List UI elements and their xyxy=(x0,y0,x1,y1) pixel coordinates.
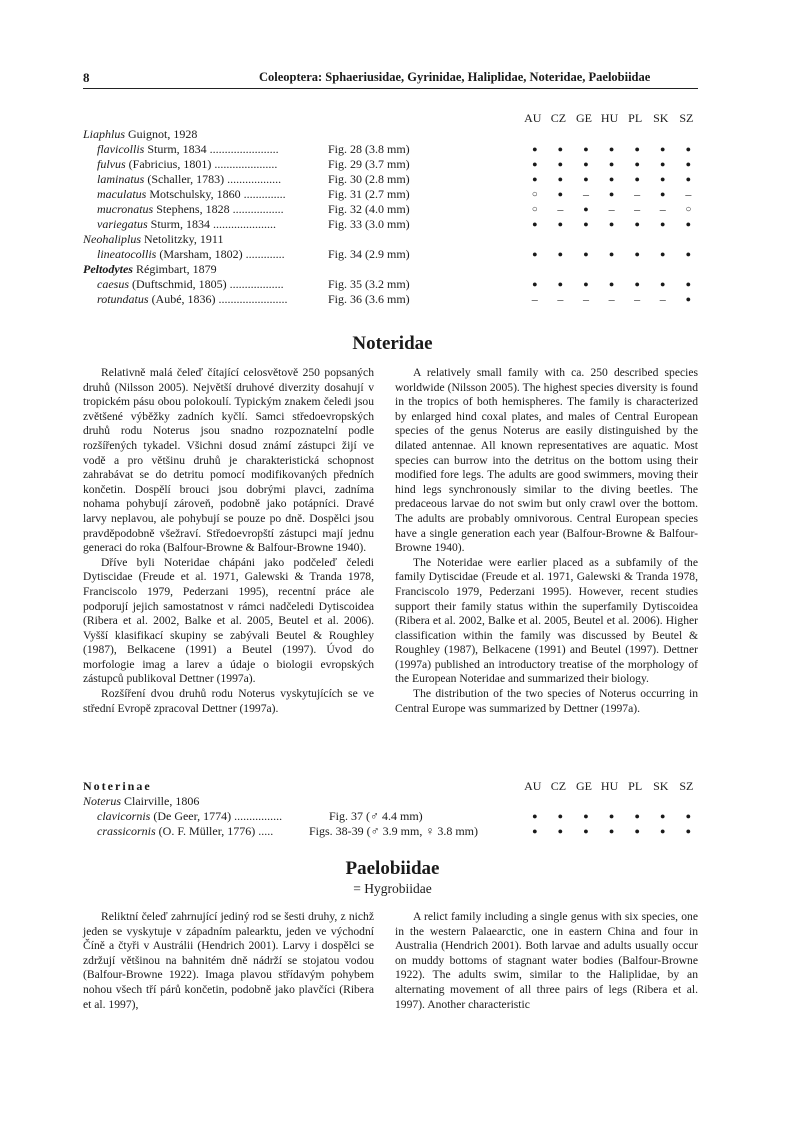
distribution-mark-cz: ● xyxy=(557,249,564,259)
genus-name xyxy=(83,232,223,247)
species-name xyxy=(97,157,277,172)
distribution-mark-ge: – xyxy=(582,187,589,201)
distribution-mark-sz: ● xyxy=(685,159,692,169)
figure-reference: Fig. 37 (♂ 4.4 mm) xyxy=(329,809,423,823)
distribution-mark-pl: – xyxy=(634,187,641,201)
figure-reference: Fig. 35 (3.2 mm) xyxy=(328,277,410,291)
distribution-mark-ge: ● xyxy=(583,219,589,229)
figure-reference: Fig. 28 (3.8 mm) xyxy=(328,142,410,156)
species-name xyxy=(97,277,284,292)
distribution-mark-hu: ● xyxy=(608,159,615,169)
distribution-mark-cz: ● xyxy=(557,174,564,184)
taxon-epithet: variegatus xyxy=(97,217,148,231)
taxon-author: Motschulsky, 1860 .............. xyxy=(146,187,286,201)
genus-row xyxy=(83,232,703,247)
species-name xyxy=(97,292,288,307)
species-name xyxy=(97,202,284,217)
species-name xyxy=(97,142,279,157)
distribution-mark-hu: – xyxy=(608,292,615,306)
distribution-mark-au: ● xyxy=(532,159,538,169)
distribution-mark-sz: ● xyxy=(685,826,692,836)
distribution-mark-cz: – xyxy=(557,292,564,306)
taxon-epithet: caesus xyxy=(97,277,129,291)
taxon-author: Stephens, 1828 ................. xyxy=(153,202,284,216)
distribution-mark-sz: ● xyxy=(685,144,692,154)
distribution-mark-ge: – xyxy=(582,292,589,306)
distribution-mark-pl: ● xyxy=(634,811,640,821)
species-row xyxy=(83,172,703,187)
paelobiidae-english-paragraph: A relict family including a single genus with six species, one in the western Palaearctic, one in eastern China and four in Australia (Hendrich 2001). Both larvae and adults usually occur on muddy bottoms of stagnant water bodies (Balfour-Browne 1922). The adults swim, similar to the Haliplidae, by an alternating movement of all three pairs of legs (Ribera et al. 1997). Another characteristic xyxy=(395,910,698,1011)
taxon-author: Guignot, 1928 xyxy=(125,127,198,141)
paelobiidae-czech-paragraph: Reliktní čeleď zahrnující jediný rod se šesti druhy, z nichž jeden se vyskytuje v západním palearktu, jeden ve východní Číně a čtyři v Austrálii (Hendrich 2001). Larvy i dospělci se zdržují většinou na bahnitém dně nádrží se stojatou vodou (Balfour-Browne 1922). Imaga plavou střídavým pohybem nohou všech tří párů končetin, podobně jako plavčíci (Ribera et al. 1997), xyxy=(83,910,374,1011)
species-row xyxy=(83,809,703,824)
distribution-mark-au: ○ xyxy=(531,204,538,215)
figure-reference: Fig. 30 (2.8 mm) xyxy=(328,172,410,186)
distribution-mark-cz: ● xyxy=(557,826,564,836)
country-code-cz: CZ xyxy=(550,111,567,125)
distribution-mark-sz: ● xyxy=(685,294,692,304)
species-row xyxy=(83,157,703,172)
figure-reference: Fig. 33 (3.0 mm) xyxy=(328,217,410,231)
distribution-marks xyxy=(522,824,701,839)
distribution-marks xyxy=(522,187,701,202)
country-code-au: AU xyxy=(524,111,542,125)
figure-reference: Figs. 38-39 (♂ 3.9 mm, ♀ 3.8 mm) xyxy=(309,824,479,838)
species-name xyxy=(97,172,281,187)
taxon-author: Netolitzky, 1911 xyxy=(141,232,224,246)
species-name xyxy=(97,247,285,262)
english-paragraph-3: The distribution of the two species of Noterus occurring in Central Europe was summarized by Dettner (1997a). xyxy=(395,687,698,715)
paelobiidae-synonym: = Hygrobiidae xyxy=(353,881,432,896)
country-code-au: AU xyxy=(524,779,542,793)
distribution-mark-sk: – xyxy=(659,292,666,306)
distribution-mark-pl: – xyxy=(634,202,641,216)
distribution-mark-cz: ● xyxy=(557,159,564,169)
czech-paragraph-2: Dříve byli Noteridae chápáni jako podčeleď čeledi Dytiscidae (Freude et al. 1971, Galewski & Tranda 1978, Franciscolo 1979, Pederzani 1995), recentní práce ale podporují jejich samostatnost v rámci nadčeledi Dytiscoidea (Ribera et al. 2002, Balke et al. 2005, Beutel et al. 2006). Vyšší klasifikací skupiny se zabývali Beutel & Roughley (1987), Belkacene (1991) a Beutel (1997). Úvod do morfologie imag a larev a údaje o biologii evropských zástupců publikoval Dettner (1997a). xyxy=(83,555,374,686)
figure-reference: Fig. 32 (4.0 mm) xyxy=(328,202,410,216)
paelobiidae-english-text xyxy=(395,910,698,1012)
paelobiidae-czech-text xyxy=(83,910,374,1012)
taxon-epithet: crassicornis xyxy=(97,824,156,838)
taxon-epithet: laminatus xyxy=(97,172,145,186)
distribution-mark-sz: ○ xyxy=(685,204,692,215)
taxon-epithet: clavicornis xyxy=(97,809,151,823)
distribution-mark-hu: ● xyxy=(608,189,615,199)
species-name xyxy=(97,187,286,202)
species-row xyxy=(83,247,703,262)
distribution-mark-ge: ● xyxy=(583,174,589,184)
distribution-mark-hu: ● xyxy=(608,174,615,184)
distribution-mark-hu: ● xyxy=(608,811,615,821)
distribution-mark-cz: – xyxy=(557,202,564,216)
distribution-mark-sk: ● xyxy=(660,249,666,259)
country-header-bottom xyxy=(520,779,699,794)
country-code-ge: GE xyxy=(575,779,592,793)
genus-row xyxy=(83,262,703,277)
taxon-epithet: Peltodytes xyxy=(83,262,133,276)
figure-reference: Fig. 29 (3.7 mm) xyxy=(328,157,410,171)
distribution-mark-hu: ● xyxy=(608,249,615,259)
distribution-mark-sk: ● xyxy=(660,279,666,289)
distribution-mark-sz: ● xyxy=(685,279,692,289)
distribution-mark-au: ● xyxy=(532,174,538,184)
taxon-author: (Aubé, 1836) ....................... xyxy=(148,292,288,306)
country-header-top xyxy=(520,111,699,126)
distribution-mark-pl: ● xyxy=(634,249,640,259)
taxon-author: Régimbart, 1879 xyxy=(132,262,217,276)
taxon-author: (Schaller, 1783) .................. xyxy=(144,172,282,186)
noteridae-species-table xyxy=(83,794,703,839)
distribution-mark-ge: ● xyxy=(583,159,589,169)
distribution-marks xyxy=(522,202,701,217)
distribution-mark-au: ● xyxy=(532,811,538,821)
distribution-marks xyxy=(522,142,701,157)
distribution-mark-au: ○ xyxy=(531,189,538,200)
distribution-mark-ge: ● xyxy=(583,144,589,154)
distribution-mark-pl: ● xyxy=(634,826,640,836)
country-code-cz: CZ xyxy=(550,779,567,793)
genus-name xyxy=(83,262,217,277)
distribution-mark-sz: – xyxy=(685,187,692,201)
distribution-mark-cz: ● xyxy=(557,219,564,229)
distribution-mark-sz: ● xyxy=(685,249,692,259)
czech-paragraph-3: Rozšíření dvou druhů rodu Noterus vyskytujících se ve střední Evropě zpracoval Dettner (1997a). xyxy=(83,687,374,715)
distribution-mark-hu: ● xyxy=(608,826,615,836)
distribution-mark-au: ● xyxy=(532,279,538,289)
distribution-mark-sz: ● xyxy=(685,174,692,184)
distribution-mark-pl: – xyxy=(634,292,641,306)
distribution-mark-sk: ● xyxy=(660,174,666,184)
taxon-author: Clairville, 1806 xyxy=(121,794,200,808)
species-row xyxy=(83,824,703,839)
english-paragraph-2: The Noteridae were earlier placed as a subfamily of the family Dytiscidae (Freude et al. 1971, Galewski & Tranda 1978, Franciscolo 1979, Pederzani 1995). However, recent studies support their family status within the superfamily Dytiscoidea (Ribera et al. 2002, Balke et al. 2005, Beutel et al. 2006). Higher classification within the family was discussed by Beutel & Roughley (1987), Belkacene (1991) and Beutel (1997). Dettner (1997a) published an introductory treatise of the morphology of the European Noteridae and summarized their biology. xyxy=(395,555,698,686)
taxon-author: (Fabricius, 1801) ..................... xyxy=(125,157,278,171)
country-code-hu: HU xyxy=(600,779,619,793)
country-code-sz: SZ xyxy=(679,111,694,125)
distribution-mark-hu: ● xyxy=(608,219,615,229)
distribution-marks xyxy=(522,277,701,292)
genus-row xyxy=(83,794,703,809)
distribution-mark-pl: ● xyxy=(634,279,640,289)
distribution-mark-cz: ● xyxy=(557,144,564,154)
distribution-mark-sz: ● xyxy=(685,811,692,821)
taxon-epithet: Noterus xyxy=(83,794,122,808)
country-code-sz: SZ xyxy=(679,779,694,793)
distribution-mark-sk: ● xyxy=(660,219,666,229)
figure-reference: Fig. 36 (3.6 mm) xyxy=(328,292,410,306)
distribution-mark-au: ● xyxy=(532,144,538,154)
species-row xyxy=(83,292,703,307)
distribution-mark-ge: ● xyxy=(583,249,589,259)
header-rule xyxy=(83,88,698,89)
distribution-mark-sk: ● xyxy=(660,826,666,836)
taxon-author: Sturm, 1834 ....................... xyxy=(144,142,279,156)
distribution-mark-cz: ● xyxy=(557,189,564,199)
species-name xyxy=(97,809,282,824)
noteridae-heading: Noteridae xyxy=(352,333,433,354)
distribution-mark-hu: – xyxy=(608,202,615,216)
taxon-epithet: fulvus xyxy=(97,157,126,171)
genus-name xyxy=(83,127,197,142)
distribution-mark-sk: – xyxy=(659,202,666,216)
noteridae-czech-text xyxy=(83,366,374,716)
species-row xyxy=(83,277,703,292)
species-row xyxy=(83,202,703,217)
country-code-hu: HU xyxy=(600,111,619,125)
taxon-author: (Duftschmid, 1805) .................. xyxy=(129,277,284,291)
distribution-mark-pl: ● xyxy=(634,219,640,229)
taxon-author: (O. F. Müller, 1776) ..... xyxy=(155,824,274,838)
czech-paragraph-1: Relativně malá čeleď čítající celosvětově 250 popsaných druhů (Nilsson 2005). Největší druhové diverzity dosahují v tropickém pásu obou polokoulí. Typickým znakem čeledi jsou zvětšené výběžky zadních kyčlí. Samci středoevropských druhů rodu Noterus jsou snadno rozpoznatelní podle rozšířených tykadel. Všichni dosud známí zástupci žijí ve vodě a pro většinu druhů je charakteristická schopnost zahrabávat se do detritu pomocí modifikovaných předních končetin. Dospělí brouci jsou dobrými plavci, zadníma nohama pohybují zároveň, podobně jako potápníci. Dravé larvy neplavou, ale pohybují se pouze po dně. Dospělci jsou pravděpodobně všežraví. Středoevropští zástupci mají jednu generaci do roka (Balfour-Browne & Balfour-Browne 1940). xyxy=(83,366,374,555)
distribution-mark-ge: ● xyxy=(583,826,589,836)
taxon-epithet: maculatus xyxy=(97,187,147,201)
distribution-mark-au: ● xyxy=(532,219,538,229)
distribution-mark-hu: ● xyxy=(608,144,615,154)
noteridae-english-text xyxy=(395,366,698,716)
taxon-author: Sturm, 1834 ..................... xyxy=(147,217,277,231)
distribution-mark-sk: ● xyxy=(660,189,666,199)
running-title: Coleoptera: Sphaeriusidae, Gyrinidae, Haliplidae, Noteridae, Paelobiidae xyxy=(259,70,651,84)
species-name xyxy=(97,824,273,839)
distribution-mark-au: – xyxy=(531,292,538,306)
distribution-mark-ge: ● xyxy=(583,279,589,289)
distribution-mark-ge: ● xyxy=(583,811,589,821)
taxon-author: (Marsham, 1802) ............. xyxy=(156,247,285,261)
genus-row xyxy=(83,127,703,142)
english-paragraph-1: A relatively small family with ca. 250 described species worldwide (Nilsson 2005). The highest species diversity is found in the tropics of both hemispheres. The family is characterized by enlarged hind coxal plates, and males of Central European species of the genus Noterus are easily distinguished by the dilated antennae. All known representatives are aquatic. Most species can burrow into the detritus on the bottom using their modified fore legs. The adults are good swimmers, moving their hind legs synchronously similar to the diving beetles. The predaceous larvae do not swim but only crawl over the bottom. The adults are probably omnivorous. Central European species have a single generation each year (Balfour-Browne & Balfour-Browne 1940). xyxy=(395,366,698,555)
taxon-epithet: lineatocollis xyxy=(97,247,157,261)
page-number: 8 xyxy=(83,70,90,85)
distribution-marks xyxy=(522,247,701,262)
country-code-pl: PL xyxy=(628,779,643,793)
country-code-pl: PL xyxy=(628,111,643,125)
haliplidae-species-table xyxy=(83,127,703,307)
distribution-mark-sk: ● xyxy=(660,159,666,169)
species-row xyxy=(83,187,703,202)
distribution-mark-cz: ● xyxy=(557,811,564,821)
distribution-mark-pl: ● xyxy=(634,159,640,169)
species-row xyxy=(83,142,703,157)
taxon-epithet: mucronatus xyxy=(97,202,154,216)
taxon-epithet: flavicollis xyxy=(97,142,145,156)
taxon-epithet: Neohaliplus xyxy=(83,232,142,246)
species-name xyxy=(97,217,276,232)
country-code-sk: SK xyxy=(653,779,669,793)
distribution-marks xyxy=(522,217,701,232)
distribution-marks xyxy=(522,292,701,307)
distribution-mark-cz: ● xyxy=(557,279,564,289)
distribution-mark-pl: ● xyxy=(634,174,640,184)
distribution-mark-ge: ● xyxy=(583,204,589,214)
distribution-mark-au: ● xyxy=(532,826,538,836)
taxon-epithet: rotundatus xyxy=(97,292,149,306)
distribution-mark-hu: ● xyxy=(608,279,615,289)
distribution-mark-sk: ● xyxy=(660,144,666,154)
distribution-mark-sz: ● xyxy=(685,219,692,229)
distribution-mark-pl: ● xyxy=(634,144,640,154)
genus-name xyxy=(83,794,199,809)
country-code-sk: SK xyxy=(653,111,669,125)
distribution-marks xyxy=(522,172,701,187)
paelobiidae-heading: Paelobiidae xyxy=(345,858,440,879)
distribution-marks xyxy=(522,157,701,172)
country-code-ge: GE xyxy=(575,111,592,125)
species-row xyxy=(83,217,703,232)
distribution-mark-sk: ● xyxy=(660,811,666,821)
noterinae-subfamily-label: Noterinae xyxy=(83,779,152,793)
distribution-marks xyxy=(522,809,701,824)
taxon-author: (De Geer, 1774) ................ xyxy=(150,809,283,823)
taxon-epithet: Liaphlus xyxy=(83,127,126,141)
figure-reference: Fig. 31 (2.7 mm) xyxy=(328,187,410,201)
figure-reference: Fig. 34 (2.9 mm) xyxy=(328,247,410,261)
distribution-mark-au: ● xyxy=(532,249,538,259)
